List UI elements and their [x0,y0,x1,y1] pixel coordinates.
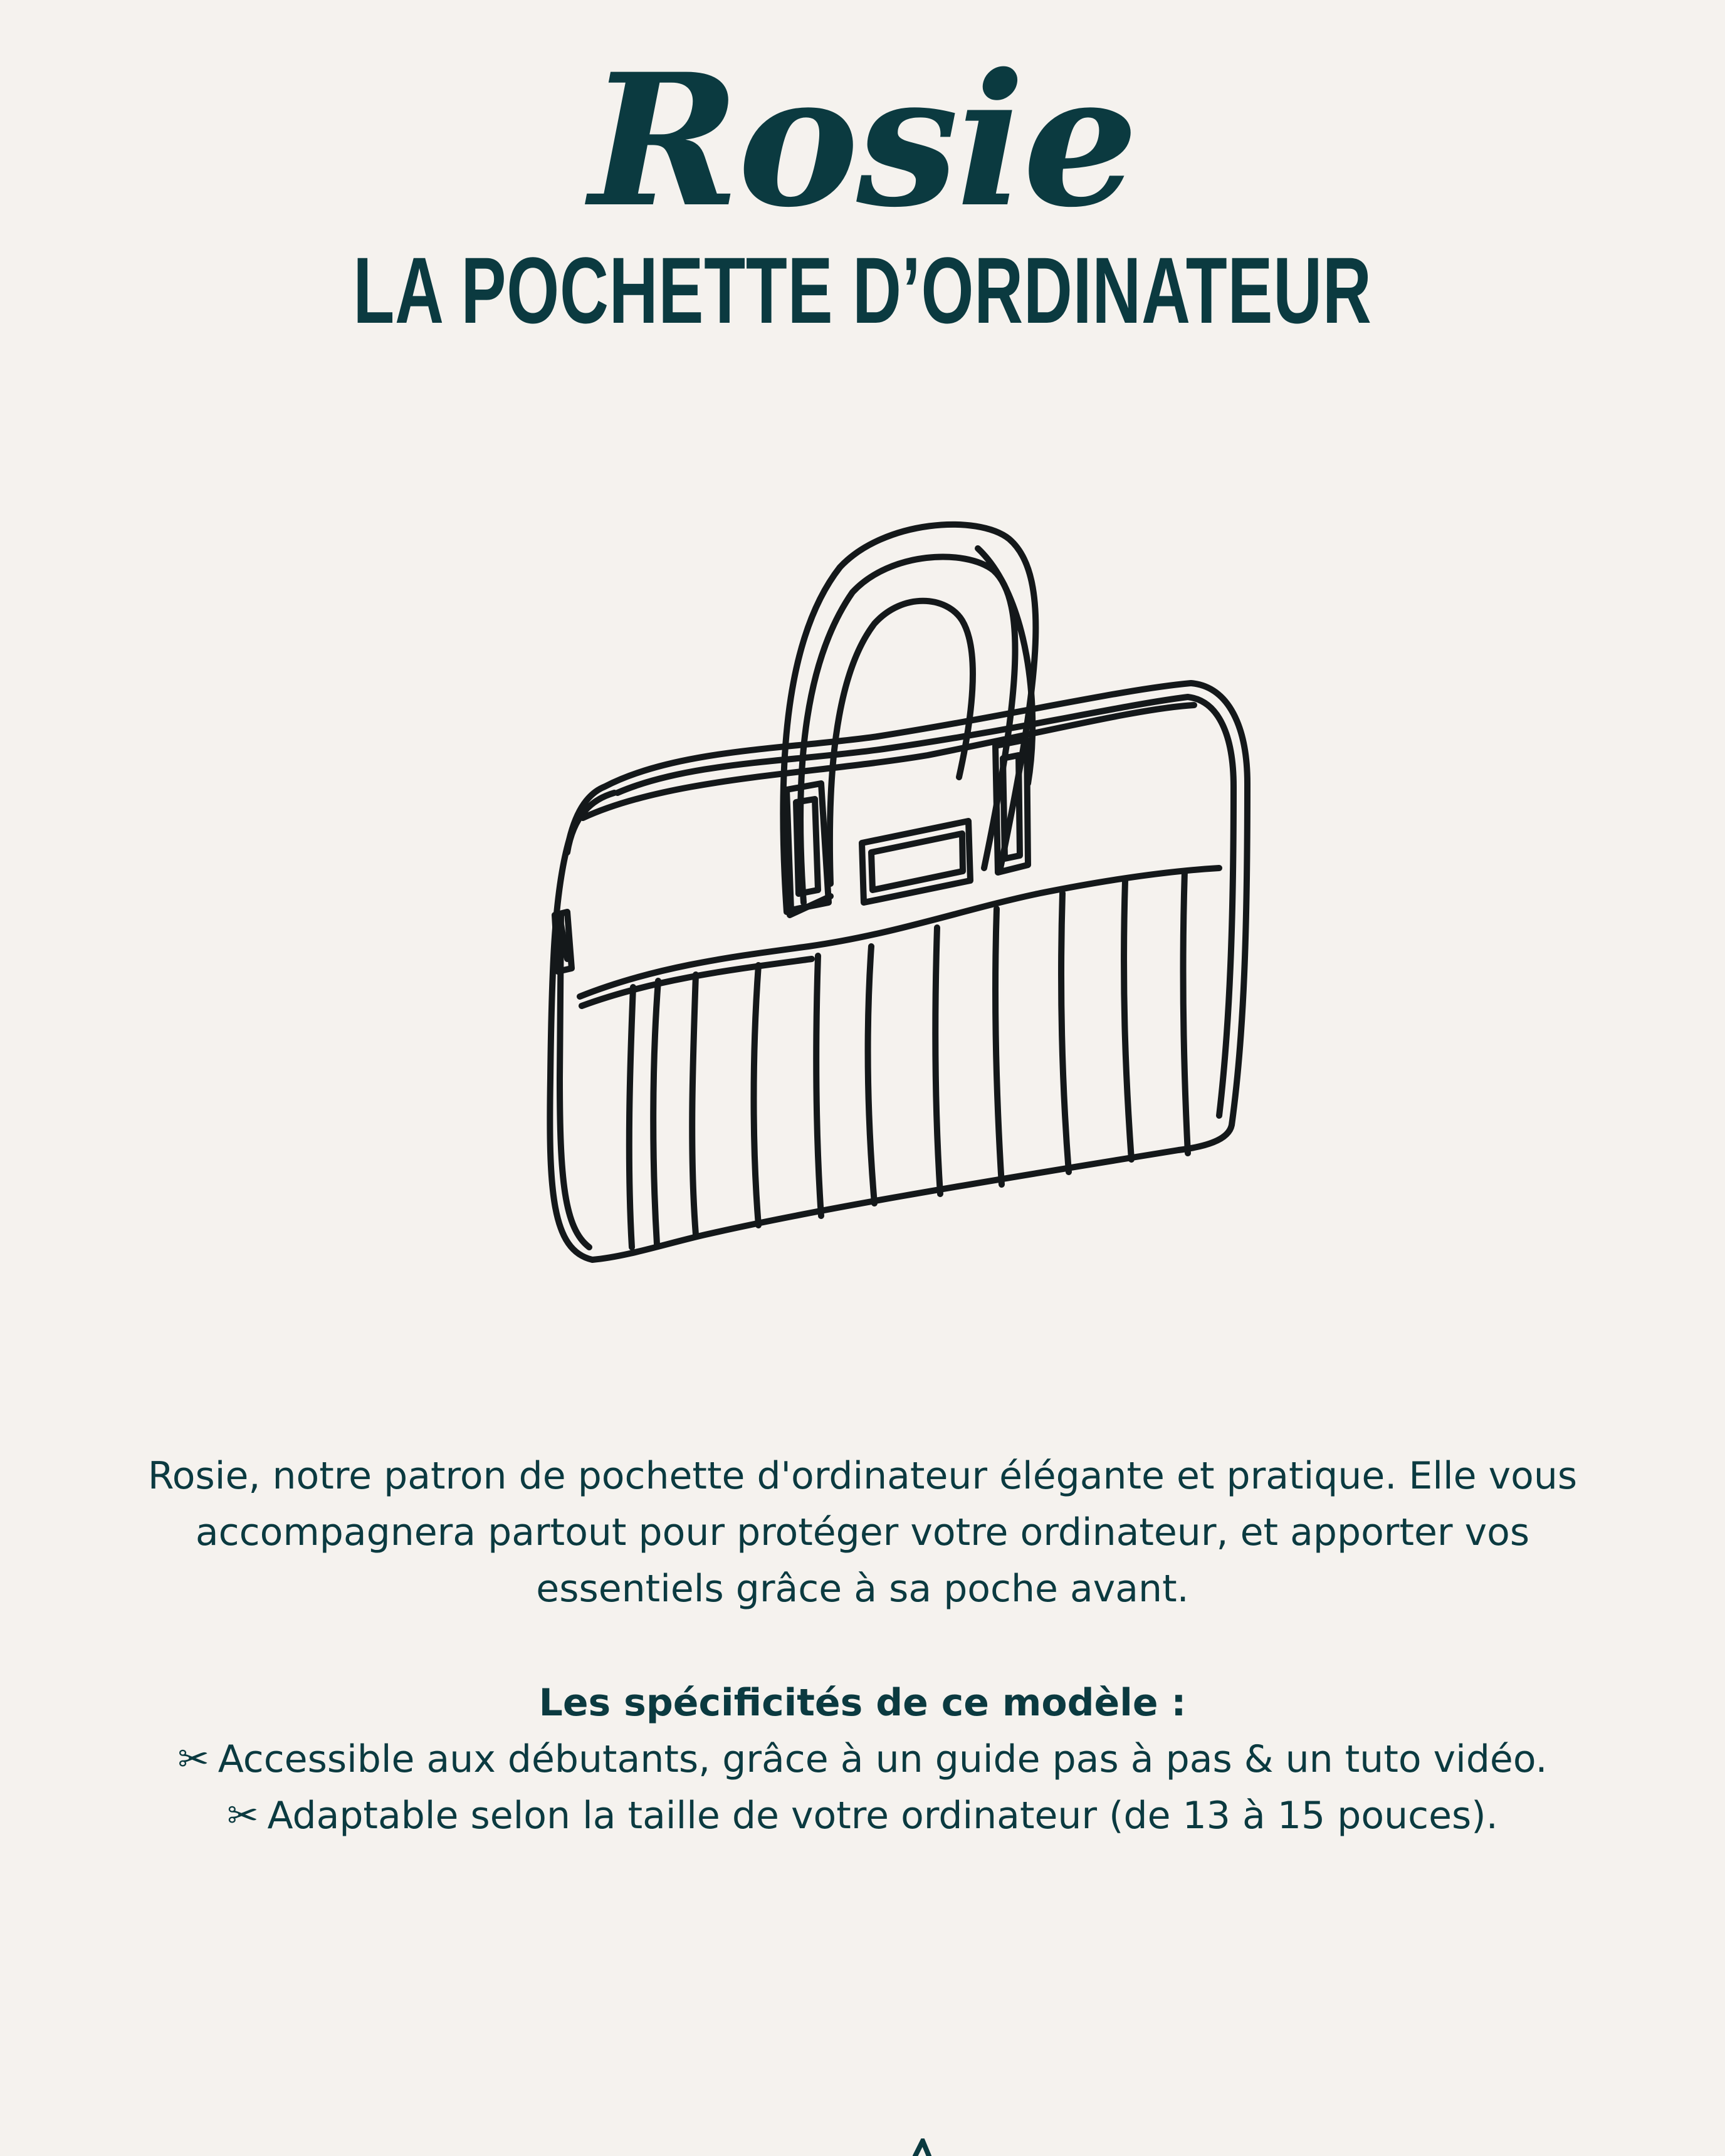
footer-logo-mark [910,2138,935,2156]
scissors-icon: ✂ [177,1737,209,1781]
list-item [0,1731,1725,1787]
specs-list [0,1731,1725,1844]
spec-text: Adaptable selon la taille de votre ordinateur (de 13 à 15 pouces). [267,1794,1498,1838]
spec-text: Accessible aux débutants, grâce à un guide pas à pas & un tuto vidéo. [218,1737,1548,1781]
page-title: Rosie [589,34,1136,248]
scissors-icon: ✂ [227,1794,259,1838]
list-item [0,1787,1725,1844]
specs-heading: Les spécificités de ce modèle : [538,1681,1187,1725]
page-subtitle: LA POCHETTE D’ORDINATEUR [353,238,1372,343]
pattern-description: Rosie, notre patron de pochette d'ordinateur élégante et pratique. Elle vous accompagnera partout pour protéger votre ordinateur, et apporter vos essentiels grâce à sa poche avant. [147,1454,1578,1611]
